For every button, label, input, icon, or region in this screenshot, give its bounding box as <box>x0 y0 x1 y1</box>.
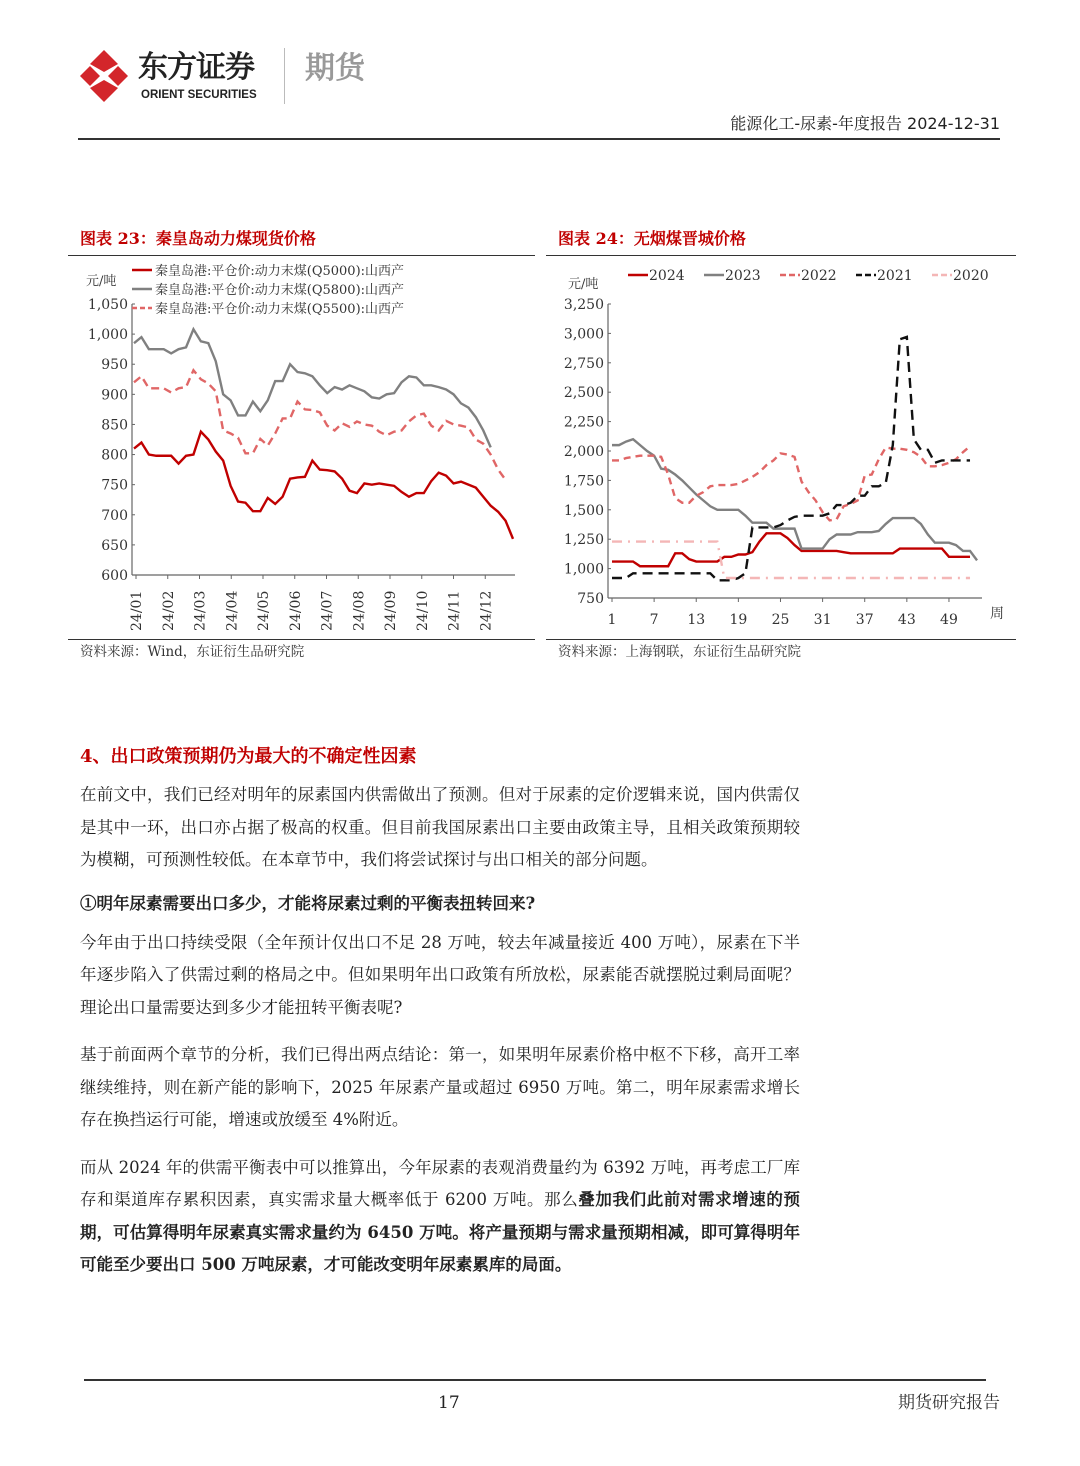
page-number: 17 <box>438 1393 460 1413</box>
series-line-0 <box>134 432 513 539</box>
legend-label: 2023 <box>725 268 761 284</box>
y-tick-label: 3,000 <box>563 326 604 343</box>
series-line-1 <box>134 329 491 447</box>
x-tick-label: 24/04 <box>224 590 241 631</box>
legend-label: 秦皇岛港:平仓价:动力末煤(Q5800):山西产 <box>155 283 405 298</box>
y-tick-label: 1,250 <box>563 532 604 549</box>
x-tick-label: 24/01 <box>129 590 145 631</box>
y-tick-label: 1,750 <box>563 473 604 490</box>
x-tick-label: 24/11 <box>446 590 463 631</box>
paragraph-4-regular: 而从 2024 年的供需平衡表中可以推算出，今年尿素的表观消费量约为 6392 万吨，再考虑工厂库存和渠道库存累积因素，真实需求量大概率低于 6200 万吨。那么 <box>80 1157 800 1209</box>
y-tick-label: 800 <box>101 447 128 464</box>
figure-24-bottom-rule <box>546 639 1016 640</box>
series-line-2021 <box>612 337 970 580</box>
y-tick-label: 2,500 <box>563 385 604 402</box>
figure-23-source: 资料来源：Wind，东证衍生品研究院 <box>80 644 305 660</box>
x-tick-label: 1 <box>607 612 617 628</box>
y-tick-label: 2,250 <box>563 414 604 431</box>
x-tick-label: 43 <box>897 612 916 628</box>
x-tick-label: 49 <box>940 612 958 628</box>
figure-23-top-rule <box>68 255 535 256</box>
y-tick-label: 750 <box>101 477 128 494</box>
x-tick-label: 31 <box>813 612 832 628</box>
legend-label: 2021 <box>877 268 913 284</box>
y-tick-label: 1,000 <box>563 561 604 578</box>
section-body <box>80 744 800 1282</box>
series-line-2024 <box>612 533 970 566</box>
figure-24-source: 资料来源：上海钢联，东证衍生品研究院 <box>558 644 801 660</box>
paragraph-1: 在前文中，我们已经对明年的尿素国内供需做出了预测。但对于尿素的定价逻辑来说，国内供需仅是其中一环，出口亦占据了极高的权重。但目前我国尿素出口主要由政策主导，且相关政策预期较为模糊，可预测性较低。在本章节中，我们将尝试探讨与出口相关的部分问题。 <box>80 785 800 869</box>
header-rule <box>78 138 1000 140</box>
footer-rule <box>84 1379 986 1381</box>
paragraph-2: 今年由于出口持续受限（全年预计仅出口不足 28 万吨，较去年减量接近 400 万吨），尿素在下半年逐步陷入了供需过剩的格局之中。但如果明年出口政策有所放松，尿素能否就摆脱过剩局面呢？理论出口量需要达到多少才能扭转平衡表呢? <box>80 932 800 1017</box>
y-unit-label: 元/吨 <box>568 277 599 292</box>
x-tick-label: 19 <box>729 612 748 628</box>
x-tick-label: 24/02 <box>160 590 177 631</box>
paragraph-3: 基于前面两个章节的分析，我们已得出两点结论：第一，如果明年尿素价格中枢不下移，高开工率继续维持，则在新产能的影响下，2025 年尿素产量或超过 6950 万吨。第二，明年尿素需求增长存在换挡运行可能，增速或放缓至 4%附近。 <box>80 1045 800 1129</box>
y-tick-label: 600 <box>101 568 128 584</box>
logo-text-en: ORIENT SECURITIES <box>141 89 257 101</box>
legend-label: 2020 <box>953 268 989 284</box>
chart-anthracite-jincheng <box>546 258 1016 638</box>
legend-label: 秦皇岛港:平仓价:动力末煤(Q5500):山西产 <box>155 302 405 317</box>
x-tick-label: 7 <box>649 612 659 628</box>
x-tick-label: 24/09 <box>383 590 399 631</box>
legend-label: 2022 <box>801 268 837 284</box>
y-tick-label: 750 <box>577 591 604 607</box>
x-tick-label: 13 <box>687 612 706 628</box>
x-tick-label: 24/07 <box>319 590 336 631</box>
logo-text-cn: 东方证券 <box>138 50 254 85</box>
figure-24-title: 图表 24：无烟煤晋城价格 <box>558 229 746 248</box>
y-tick-label: 1,500 <box>563 502 604 519</box>
section-heading: 4、出口政策预期仍为最大的不确定性因素 <box>80 746 417 767</box>
x-tick-label: 37 <box>855 612 874 628</box>
figure-23-title: 图表 23：秦皇岛动力煤现货价格 <box>80 229 316 248</box>
x-tick-label: 24/05 <box>256 590 272 631</box>
x-tick-label: 24/03 <box>192 590 209 631</box>
x-tick-label: 25 <box>771 612 790 628</box>
x-axis-label: 周 <box>990 606 1004 622</box>
x-tick-label: 24/12 <box>478 590 495 631</box>
y-tick-label: 650 <box>101 537 128 554</box>
question-1: ①明年尿素需要出口多少，才能将尿素过剩的平衡表扭转回来? <box>80 893 536 913</box>
figure-23-bottom-rule <box>68 639 535 640</box>
y-tick-label: 3,250 <box>563 297 604 313</box>
y-tick-label: 1,000 <box>87 327 128 344</box>
y-tick-label: 2,000 <box>563 444 604 460</box>
legend-label: 2024 <box>649 268 685 284</box>
chart-qinhuangdao-coal <box>68 258 535 638</box>
logo-divider <box>284 48 285 104</box>
legend-label: 秦皇岛港:平仓价:动力末煤(Q5000):山西产 <box>155 264 405 279</box>
figure-24-top-rule <box>546 255 1016 256</box>
y-tick-label: 950 <box>101 357 128 374</box>
paragraph-4-bold: 叠加我们此前对需求增速的预期，可估算得明年尿素真实需求量约为 6450 万吨。将产量预期与需求量预期相减，即可算得明年可能至少要出口 500 万吨尿素，才可能改变明年尿素累库的局面。 <box>80 1190 801 1274</box>
series-line-2022 <box>612 446 970 520</box>
y-tick-label: 850 <box>101 417 128 434</box>
y-unit-label: 元/吨 <box>86 274 117 289</box>
y-tick-label: 1,050 <box>87 297 128 313</box>
x-tick-label: 24/10 <box>414 590 431 631</box>
x-tick-label: 24/06 <box>287 590 304 631</box>
paragraph-4 <box>80 1152 800 1282</box>
report-title: 能源化工-尿素-年度报告 2024-12-31 <box>730 114 1000 133</box>
y-tick-label: 900 <box>101 387 128 404</box>
y-tick-label: 700 <box>101 507 128 524</box>
footer-label: 期货研究报告 <box>898 1393 1000 1413</box>
division-label: 期货 <box>305 51 365 86</box>
y-tick-label: 2,750 <box>563 355 604 372</box>
orient-logo-icon <box>78 48 130 104</box>
x-tick-label: 24/08 <box>351 590 368 631</box>
